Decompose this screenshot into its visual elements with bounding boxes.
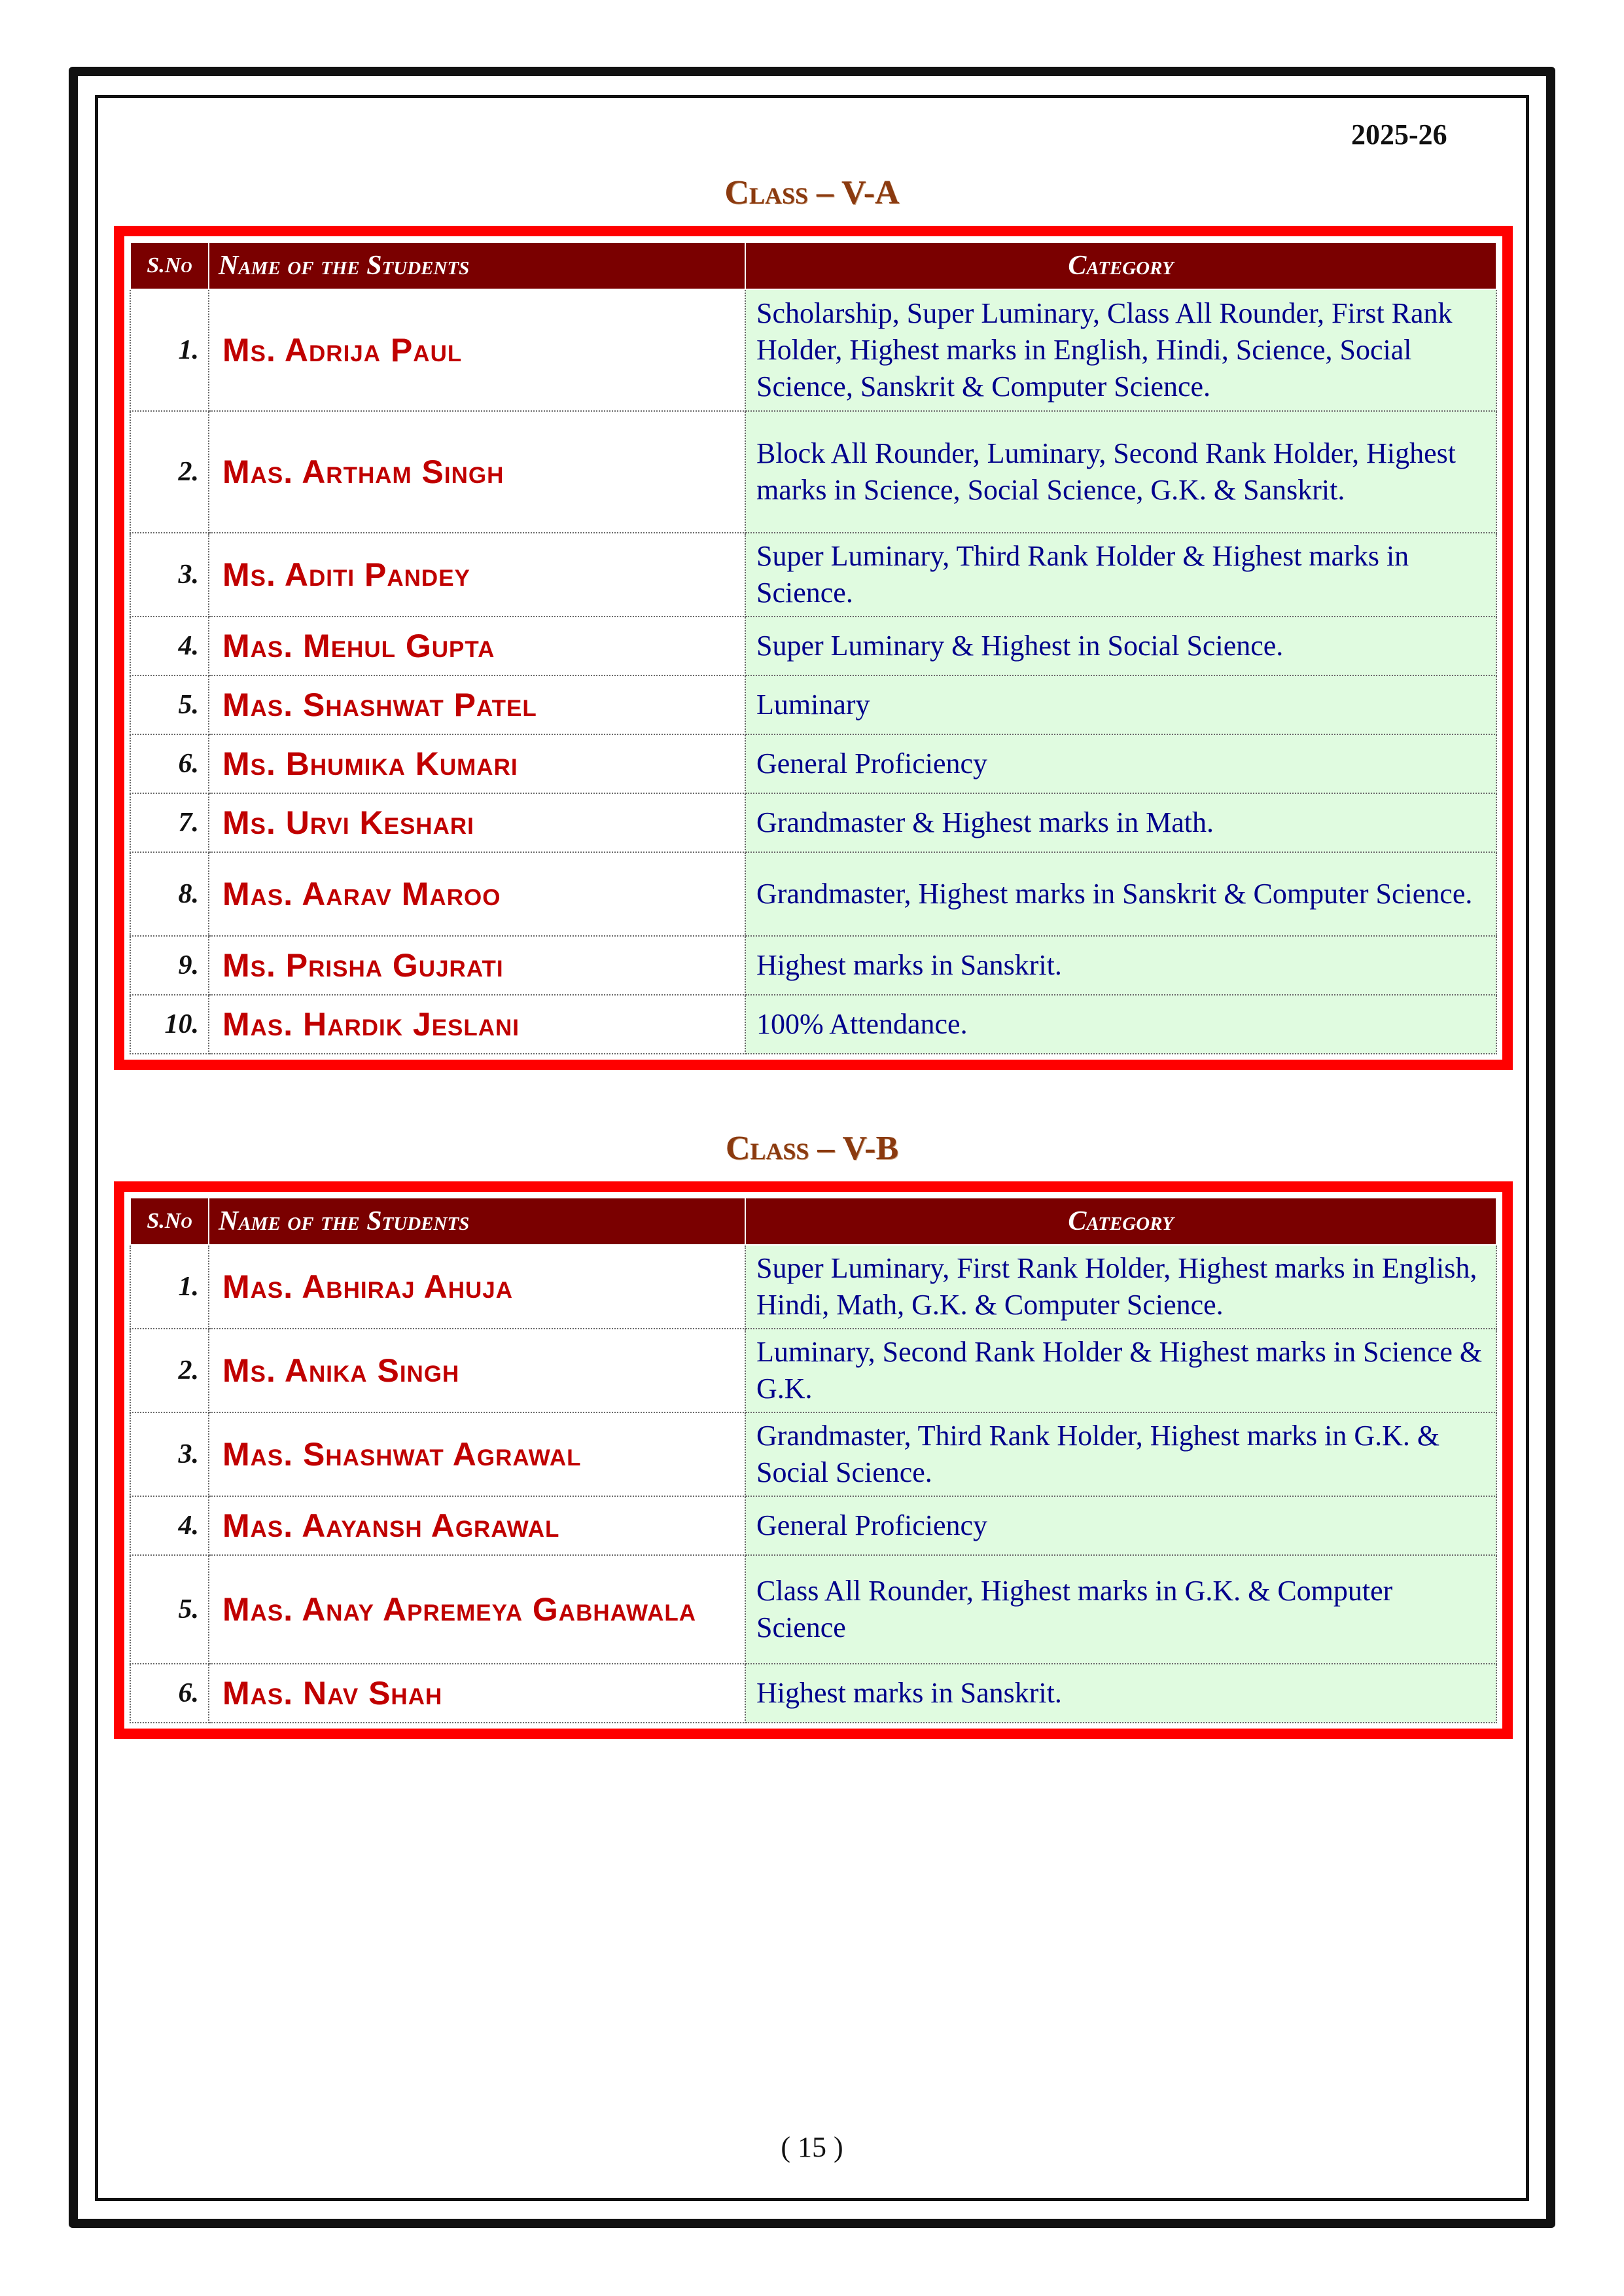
row-sno: 6. — [130, 1664, 209, 1723]
row-sno: 10. — [130, 995, 209, 1054]
student-name: Ms. Bhumika Kumari — [209, 734, 745, 793]
row-sno: 8. — [130, 852, 209, 936]
row-sno: 1. — [130, 1245, 209, 1329]
row-sno: 3. — [130, 1412, 209, 1496]
student-name: Mas. Aarav Maroo — [209, 852, 745, 936]
student-category: Luminary — [745, 675, 1496, 734]
student-name: Mas. Hardik Jeslani — [209, 995, 745, 1054]
academic-year: 2025-26 — [1351, 118, 1447, 151]
row-sno: 2. — [130, 411, 209, 533]
student-category: Grandmaster, Third Rank Holder, Highest marks in G.K. & Social Science. — [745, 1412, 1496, 1496]
header-category: Category — [745, 1198, 1496, 1245]
row-sno: 5. — [130, 675, 209, 734]
student-name: Mas. Nav Shah — [209, 1664, 745, 1723]
table-row — [130, 1245, 1496, 1329]
row-sno: 5. — [130, 1555, 209, 1664]
row-sno: 4. — [130, 1496, 209, 1555]
table-row — [130, 617, 1496, 675]
header-category: Category — [745, 242, 1496, 289]
table-row — [130, 936, 1496, 995]
table-row — [130, 1664, 1496, 1723]
class-title-v-b: Class – V-B — [725, 1130, 899, 1167]
table-row — [130, 995, 1496, 1054]
table-row — [130, 852, 1496, 936]
student-category: General Proficiency — [745, 1496, 1496, 1555]
row-sno: 9. — [130, 936, 209, 995]
student-category: Super Luminary, First Rank Holder, Highest marks in English, Hindi, Math, G.K. & Computer Science. — [745, 1245, 1496, 1329]
student-category: Luminary, Second Rank Holder & Highest marks in Science & G.K. — [745, 1329, 1496, 1412]
student-name: Mas. Anay Apremeya Gabhawala — [209, 1555, 745, 1664]
header-name: Name of the Students — [209, 242, 745, 289]
student-name: Mas. Shashwat Agrawal — [209, 1412, 745, 1496]
student-name: Ms. Aditi Pandey — [209, 533, 745, 617]
student-category: Grandmaster, Highest marks in Sanskrit & Computer Science. — [745, 852, 1496, 936]
table-row — [130, 1555, 1496, 1664]
student-category: 100% Attendance. — [745, 995, 1496, 1054]
student-category: Scholarship, Super Luminary, Class All Rounder, First Rank Holder, Highest marks in English, Hindi, Science, Social Science, Sanskrit & Computer Science. — [745, 289, 1496, 411]
student-category: Block All Rounder, Luminary, Second Rank Holder, Highest marks in Science, Social Science, G.K. & Sanskrit. — [745, 411, 1496, 533]
student-name: Ms. Adrija Paul — [209, 289, 745, 411]
student-name: Mas. Aayansh Agrawal — [209, 1496, 745, 1555]
row-sno: 7. — [130, 793, 209, 852]
table-row — [130, 675, 1496, 734]
student-name: Mas. Abhiraj Ahuja — [209, 1245, 745, 1329]
table-header-row — [130, 242, 1496, 289]
student-name: Mas. Mehul Gupta — [209, 617, 745, 675]
row-sno: 2. — [130, 1329, 209, 1412]
student-category: Super Luminary, Third Rank Holder & Highest marks in Science. — [745, 533, 1496, 617]
class-title-v-a: Class – V-A — [724, 174, 900, 211]
student-name: Ms. Urvi Keshari — [209, 793, 745, 852]
page-number: ( 15 ) — [781, 2131, 843, 2163]
header-sno: S.No — [130, 242, 209, 289]
row-sno: 3. — [130, 533, 209, 617]
student-category: Highest marks in Sanskrit. — [745, 1664, 1496, 1723]
table-row — [130, 1329, 1496, 1412]
header-sno: S.No — [130, 1198, 209, 1245]
table-v-a — [114, 226, 1513, 1070]
table-row — [130, 1412, 1496, 1496]
table-row — [130, 289, 1496, 411]
student-name: Mas. Artham Singh — [209, 411, 745, 533]
table-v-b — [114, 1181, 1513, 1739]
student-category: Super Luminary & Highest in Social Science. — [745, 617, 1496, 675]
table-row — [130, 1496, 1496, 1555]
student-category: General Proficiency — [745, 734, 1496, 793]
table-row — [130, 793, 1496, 852]
student-category: Class All Rounder, Highest marks in G.K. & Computer Science — [745, 1555, 1496, 1664]
row-sno: 4. — [130, 617, 209, 675]
header-name: Name of the Students — [209, 1198, 745, 1245]
student-category: Highest marks in Sanskrit. — [745, 936, 1496, 995]
row-sno: 6. — [130, 734, 209, 793]
table-row — [130, 734, 1496, 793]
table-row — [130, 411, 1496, 533]
student-name: Ms. Anika Singh — [209, 1329, 745, 1412]
table-header-row — [130, 1198, 1496, 1245]
student-category: Grandmaster & Highest marks in Math. — [745, 793, 1496, 852]
table-row — [130, 533, 1496, 617]
row-sno: 1. — [130, 289, 209, 411]
student-name: Ms. Prisha Gujrati — [209, 936, 745, 995]
student-name: Mas. Shashwat Patel — [209, 675, 745, 734]
